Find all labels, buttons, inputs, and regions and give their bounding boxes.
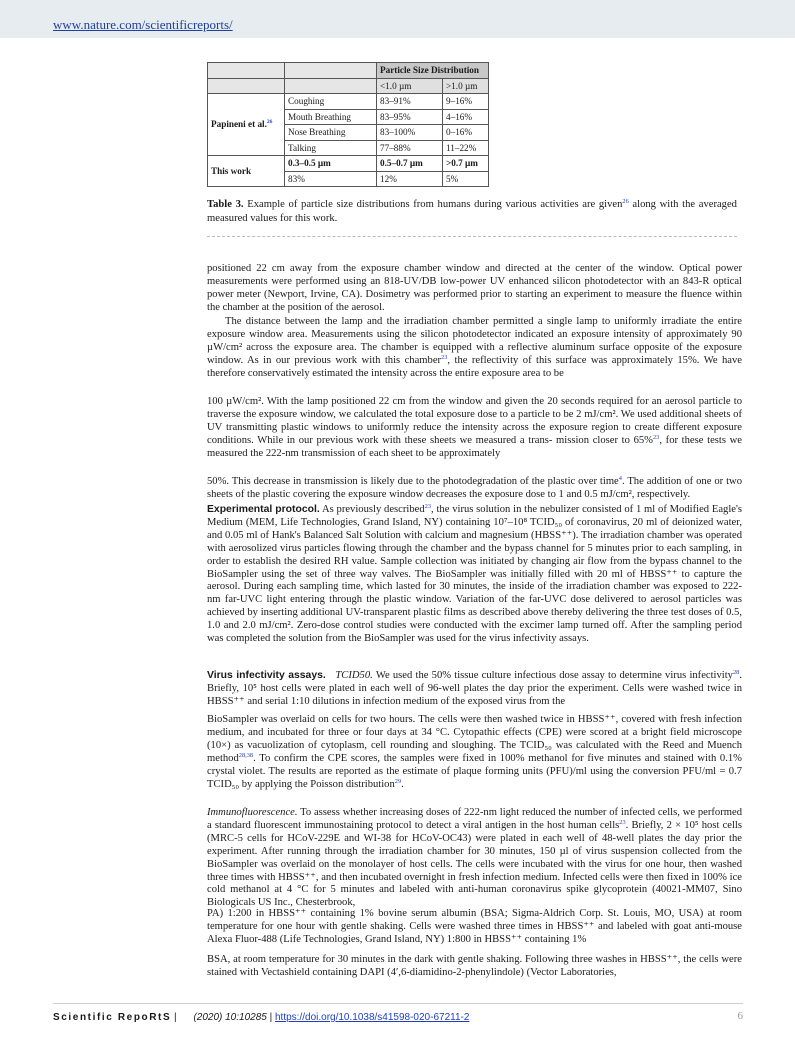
citation-ref[interactable]: 23 [652,433,660,441]
table-subheader-cell: 0.5–0.7 µm [377,156,443,172]
paragraph-infectivity-assays [207,670,742,709]
footer-divider [53,1003,743,1004]
paragraph-text: . Briefly, 10⁵ host cells were plated in each well of 96-well plates the day prior the experiment. Cells were washed twice in HBSS⁺⁺ and serial 1:10 dilutions in infection medium of the exposed virus from the [207,670,742,707]
table-cell: Nose Breathing [285,125,377,141]
footer-separator: | [171,1012,177,1023]
header-bar [0,0,795,38]
journal-name: Scientific RepoRtS [53,1012,172,1023]
section-heading: Experimental protocol. [207,504,320,515]
table-cell: 83% [285,171,377,187]
paragraph-text: . To confirm the CPE scores, the samples were fixed in 100% methanol for five minutes and stained with 0.1% crystal violet. The results are reported as the estimate of plaque forming units (PFU)/ml using the conversion PFU/ml = 0.7 TCID₅₀ by applying the Poisson distribution [207,752,742,790]
table-cell: 9–16% [443,94,489,110]
paragraph-text: . The addition of one or two sheets of the plastic covering the exposure window decreases the exposure dose to 1 and 0.5 mJ/cm², respectively. [207,476,743,500]
section-divider [207,236,737,237]
subsection-heading: Immunofluorescence. [207,807,298,818]
table-cell: 77–88% [377,140,443,156]
paragraph-text: We used the 50% tissue culture infectious dose assay to determine virus infectivity [372,670,733,681]
paragraph-text: , the virus solution in the nebulizer consisted of 1 ml of Modified Eagle's Medium (MEM, Life Technologies, Grand Island, NY) containing 10⁷–10⁸ TCID₅₀ of coronavirus, 20 ml of deionized water, and 0.05 ml of Hank's Balanced Salt Solution with calcium and magnesium (HBSS⁺⁺). The irradiation chamber was operated with aerosolized virus particles flowing through the chamber and the bypass channel for 5 minutes prior to each sampling, in order to establish the desired RH value. Sample collection was initiated by changing air flow from the bypass channel to the BioSampler using the set of three way valves. The BioSampler was initially filled with 20 ml of HBSS⁺⁺ to capture the aerosol. During each sampling time, which lasted for 30 minutes, the inside of the irradiation chamber was exposed to 222-nm far-UVC light entering through the plastic window. Variation of the far-UVC dose delivered to aerosol particles was achieved by inserting additional UV-transparent plastic films as described above thereby delivering the three test doses of 0.5, 1.0 and 2.0 mJ/cm². Zero-dose control studies were conducted with the excimer lamp turned off. After the sampling period was completed the solution from the BioSampler was used for the virus infectivity assays. [207,504,743,645]
citation-ref[interactable]: 28 [732,669,740,676]
paragraph-immunofluorescence [207,807,742,910]
page-footer [53,1012,743,1023]
table-subheader-cell: >0.7 µm [443,156,489,172]
citation-ref[interactable]: 26 [266,119,273,126]
caption-label: Table 3. [207,199,244,210]
subsection-heading: TCID50. [335,670,373,681]
citation-ref[interactable]: 29 [394,777,402,785]
paragraph-text: . Briefly, 2 × 10⁵ host cells (MRC-5 cells for HCoV-229E and WI-38 for HCoV-OC43) were plated in each well of 48-well plates the day prior the experiment. After running through the irradiation chamber for 30 minutes, 150 µl of virus suspension collected from the BioSampler was overlaid on the monolayer of host cells. The cells were incubated with the virus for one hour, then washed three times with HBSS⁺⁺, and then incubated overnight in fresh infection medium. Infected cells were then fixed in 100% ice cold methanol at 4 °C for 5 minutes and labeled with anti-human coronavirus spike glycoprotein (40021-MM07, Sino Biologicals US Inc., Chesterbrook, [207,819,743,909]
paragraph-text: BioSampler was overlaid on cells for two hours. The cells were then washed twice in HBSS⁺⁺, covered with fresh infection medium, and incubated for three or four days at 34 °C. Cytopathic effects (CPE) were scored at a bright field microscope (10×) as vacuolization of cytoplasm, cell rounding and sloughing. The TCID₅₀ was calculated with the Reed and Muench method [207,714,742,764]
paragraph-antibody-labeling: PA) 1:200 in HBSS⁺⁺ containing 1% bovine serum albumin (BSA; Sigma-Aldrich Corp. St. Louis, MO, USA) at room temperature for one hour with gentle shaking. Cells were washed three times in HBSS⁺⁺ and labeled with goat anti-mouse Alexa Fluor-488 (Life Technologies, Grand Island, NY) 1:800 in HBSS⁺⁺ containing 1% [207,908,742,945]
table-corner [285,78,377,94]
table-header-title: Particle Size Distribution [377,63,489,79]
section-heading: Virus infectivity assays. [207,670,326,681]
paragraph-text: The distance between the lamp and the irradiation chamber permitted a single lamp to uniformly irradiate the entire exposure window area. Measurements using the silicon photodetector indicated an exposure intensity of approximately 90 µW/cm² across the exposure area. The chamber is equipped with a reflective aluminum surface opposite of the exposure window. As in our previous work with this chamber [207,316,742,366]
citation-ref[interactable]: 28,38 [238,751,254,759]
table-header-cell: >1.0 µm [443,78,489,94]
table-cell: 11–22% [443,140,489,156]
paragraph-exposure-intensity [207,316,742,381]
paragraph-tcid50 [207,714,742,791]
caption-text: Example of particle size distributions from humans during various activities are given [243,199,623,210]
table-cell: 83–91% [377,94,443,110]
citation-ref[interactable]: 23 [441,353,448,361]
paragraph-dosimetry: positioned 22 cm away from the exposure chamber window and directed at the center of the window. Optical power measurements were performed using an 818-UV/DB low-power UV enhanced silicon photodetector with an 843-R optical power meter (Newport, Irvine, CA). Dosimetry was performed prior to starting an experiment to measure the fluence within the chamber at the position of the aerosol. [207,263,742,313]
table-cell: 4–16% [443,109,489,125]
paragraph-text: , for these tests we measured the 222-nm transmission of each sheet to be approximately [207,434,742,459]
paragraph-text: 100 µW/cm². With the lamp positioned 22 cm from the window and given the 20 seconds required for an aerosol particle to traverse the exposure window, we calculated the total exposure dose to a particle to be 2 mJ/cm². We used additional sheets of UV transmitting plastic windows to uniformly reduce the intensity across the exposure region to create different exposure conditions. While in our previous work with these sheets we measured a trans- mission closer to 65% [207,396,742,446]
paragraph-exposure-dose [207,396,742,461]
table-cell: Mouth Breathing [285,109,377,125]
citation-ref[interactable]: 26 [622,198,629,205]
paragraph-text: , the reflectivity of this surface was approximately 15%. We have therefore conservatively estimated the intensity across the entire exposure area to be [207,354,742,379]
group-label-this-work: This work [208,156,285,187]
paragraph-dapi-staining: BSA, at room temperature for 30 minutes in the dark with gentle shaking. Following three washes in HBSS⁺⁺, the cells were stained with Vectashield containing DAPI (4′,6-diamidino-2-phenylindole) (Vector Laboratories, [207,954,742,978]
footer-separator: | [266,1012,275,1023]
paragraph-transmission [207,476,742,502]
table-cell: 5% [443,171,489,187]
table-cell: Talking [285,140,377,156]
paragraph-experimental-protocol [207,504,742,646]
table-subheader-cell: 0.3–0.5 µm [285,156,377,172]
table-cell: 83–100% [377,125,443,141]
paragraph-text: To assess whether increasing doses of 222-nm light reduced the number of infected cells, we performed a standard fluorescent immunostaining protocol to detect a viral antigen in the host human cells [207,807,742,831]
table-cell: Coughing [285,94,377,110]
table-corner [285,63,377,79]
paragraph-text: 50%. This decrease in transmission is likely due to the photodegradation of the plastic over time [207,476,619,487]
paragraph-text: As previously described [319,504,425,515]
table-cell: 12% [377,171,443,187]
table-header-cell: <1.0 µm [377,78,443,94]
table-cell: 0–16% [443,125,489,141]
table-corner [208,63,285,79]
citation-info: (2020) 10:10285 [193,1012,267,1023]
doi-link[interactable]: https://doi.org/10.1038/s41598-020-67211-2 [275,1012,470,1023]
caption-text: along with the averaged measured values for this work. [207,199,737,224]
table-corner [208,78,285,94]
page-number: 6 [737,1010,743,1022]
table-caption [207,198,737,226]
citation-ref[interactable]: 4 [618,475,622,482]
paragraph-text: . [401,778,404,790]
site-link[interactable]: www.nature.com/scientificreports/ [53,17,233,32]
group-label-text: Papineni et al. [211,119,267,130]
table-cell: 83–95% [377,109,443,125]
group-label-papineni [208,94,285,156]
particle-size-table [207,62,489,187]
citation-ref[interactable]: 23 [424,503,432,510]
citation-ref[interactable]: 23 [619,818,626,826]
